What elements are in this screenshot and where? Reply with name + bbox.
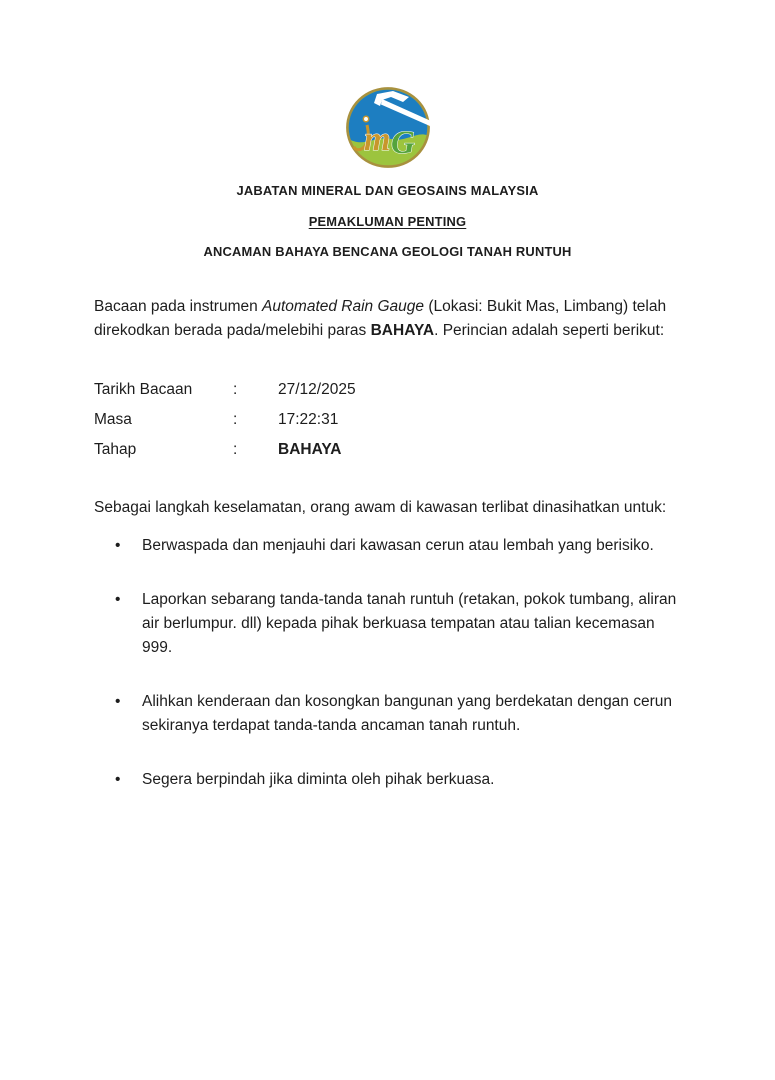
advisory-item-text: Berwaspada dan menjauhi dari kawasan cerun atau lembah yang berisiko.	[142, 537, 654, 554]
bullet-icon: •	[115, 771, 121, 788]
jmg-logo-graphic	[345, 86, 431, 169]
detail-label: Masa	[94, 411, 132, 428]
subject-heading: ANCAMAN BAHAYA BENCANA GEOLOGI TANAH RUNTUH	[203, 244, 572, 259]
notice-title-heading	[0, 213, 775, 231]
detail-value-date: 27/12/2025	[278, 381, 356, 398]
intro-paragraph	[94, 295, 686, 343]
logo-letter-m: m	[363, 121, 390, 158]
jmg-logo	[345, 86, 431, 177]
list-item	[115, 588, 687, 660]
detail-row-level	[94, 438, 356, 462]
detail-separator: :	[233, 411, 238, 428]
intro-run: . Perincian adalah seperti berikut:	[434, 322, 665, 339]
detail-label: Tahap	[94, 441, 137, 458]
notice-title-text: PEMAKLUMAN PENTING	[308, 214, 467, 229]
advisory-lead: Sebagai langkah keselamatan, orang awam di kawasan terlibat dinasihatkan untuk:	[94, 499, 667, 516]
detail-row-time	[94, 408, 356, 432]
instrument-name: Automated Rain Gauge	[262, 298, 425, 315]
advisory-item-text: Alihkan kenderaan dan kosongkan bangunan yang berdekatan dengan cerun sekiranya terdapat tanda-tanda ancaman tanah runtuh.	[142, 693, 673, 734]
detail-separator: :	[233, 381, 238, 398]
detail-value-time: 17:22:31	[278, 411, 339, 428]
org-name-heading: JABATAN MINERAL DAN GEOSAINS MALAYSIA	[236, 183, 539, 198]
alert-level-inline: BAHAYA	[370, 322, 435, 339]
detail-label: Tarikh Bacaan	[94, 381, 193, 398]
list-item	[115, 768, 687, 792]
bullet-icon: •	[115, 591, 121, 608]
bullet-icon: •	[115, 693, 121, 710]
advisory-item-text: Segera berpindah jika diminta oleh pihak berkuasa.	[142, 771, 495, 788]
detail-row-date	[94, 378, 356, 402]
logo-letter-g: G	[390, 125, 415, 161]
detail-value-level: BAHAYA	[278, 441, 342, 458]
advisory-item-text: Laporkan sebarang tanda-tanda tanah runtuh (retakan, pokok tumbang, aliran air berlumpur. dll) kepada pihak berkuasa tempatan atau talian kecemasan 999.	[142, 591, 677, 656]
bullet-icon: •	[115, 537, 121, 554]
reading-details	[94, 378, 356, 468]
list-item	[115, 534, 687, 558]
intro-run: (Lokasi: Bukit Mas, Limbang) telah direkodkan berada pada/melebihi paras	[94, 298, 667, 339]
detail-separator: :	[233, 441, 238, 458]
advisory-list	[0, 534, 775, 822]
list-item	[115, 690, 687, 738]
intro-run: Bacaan pada instrumen	[94, 298, 263, 315]
